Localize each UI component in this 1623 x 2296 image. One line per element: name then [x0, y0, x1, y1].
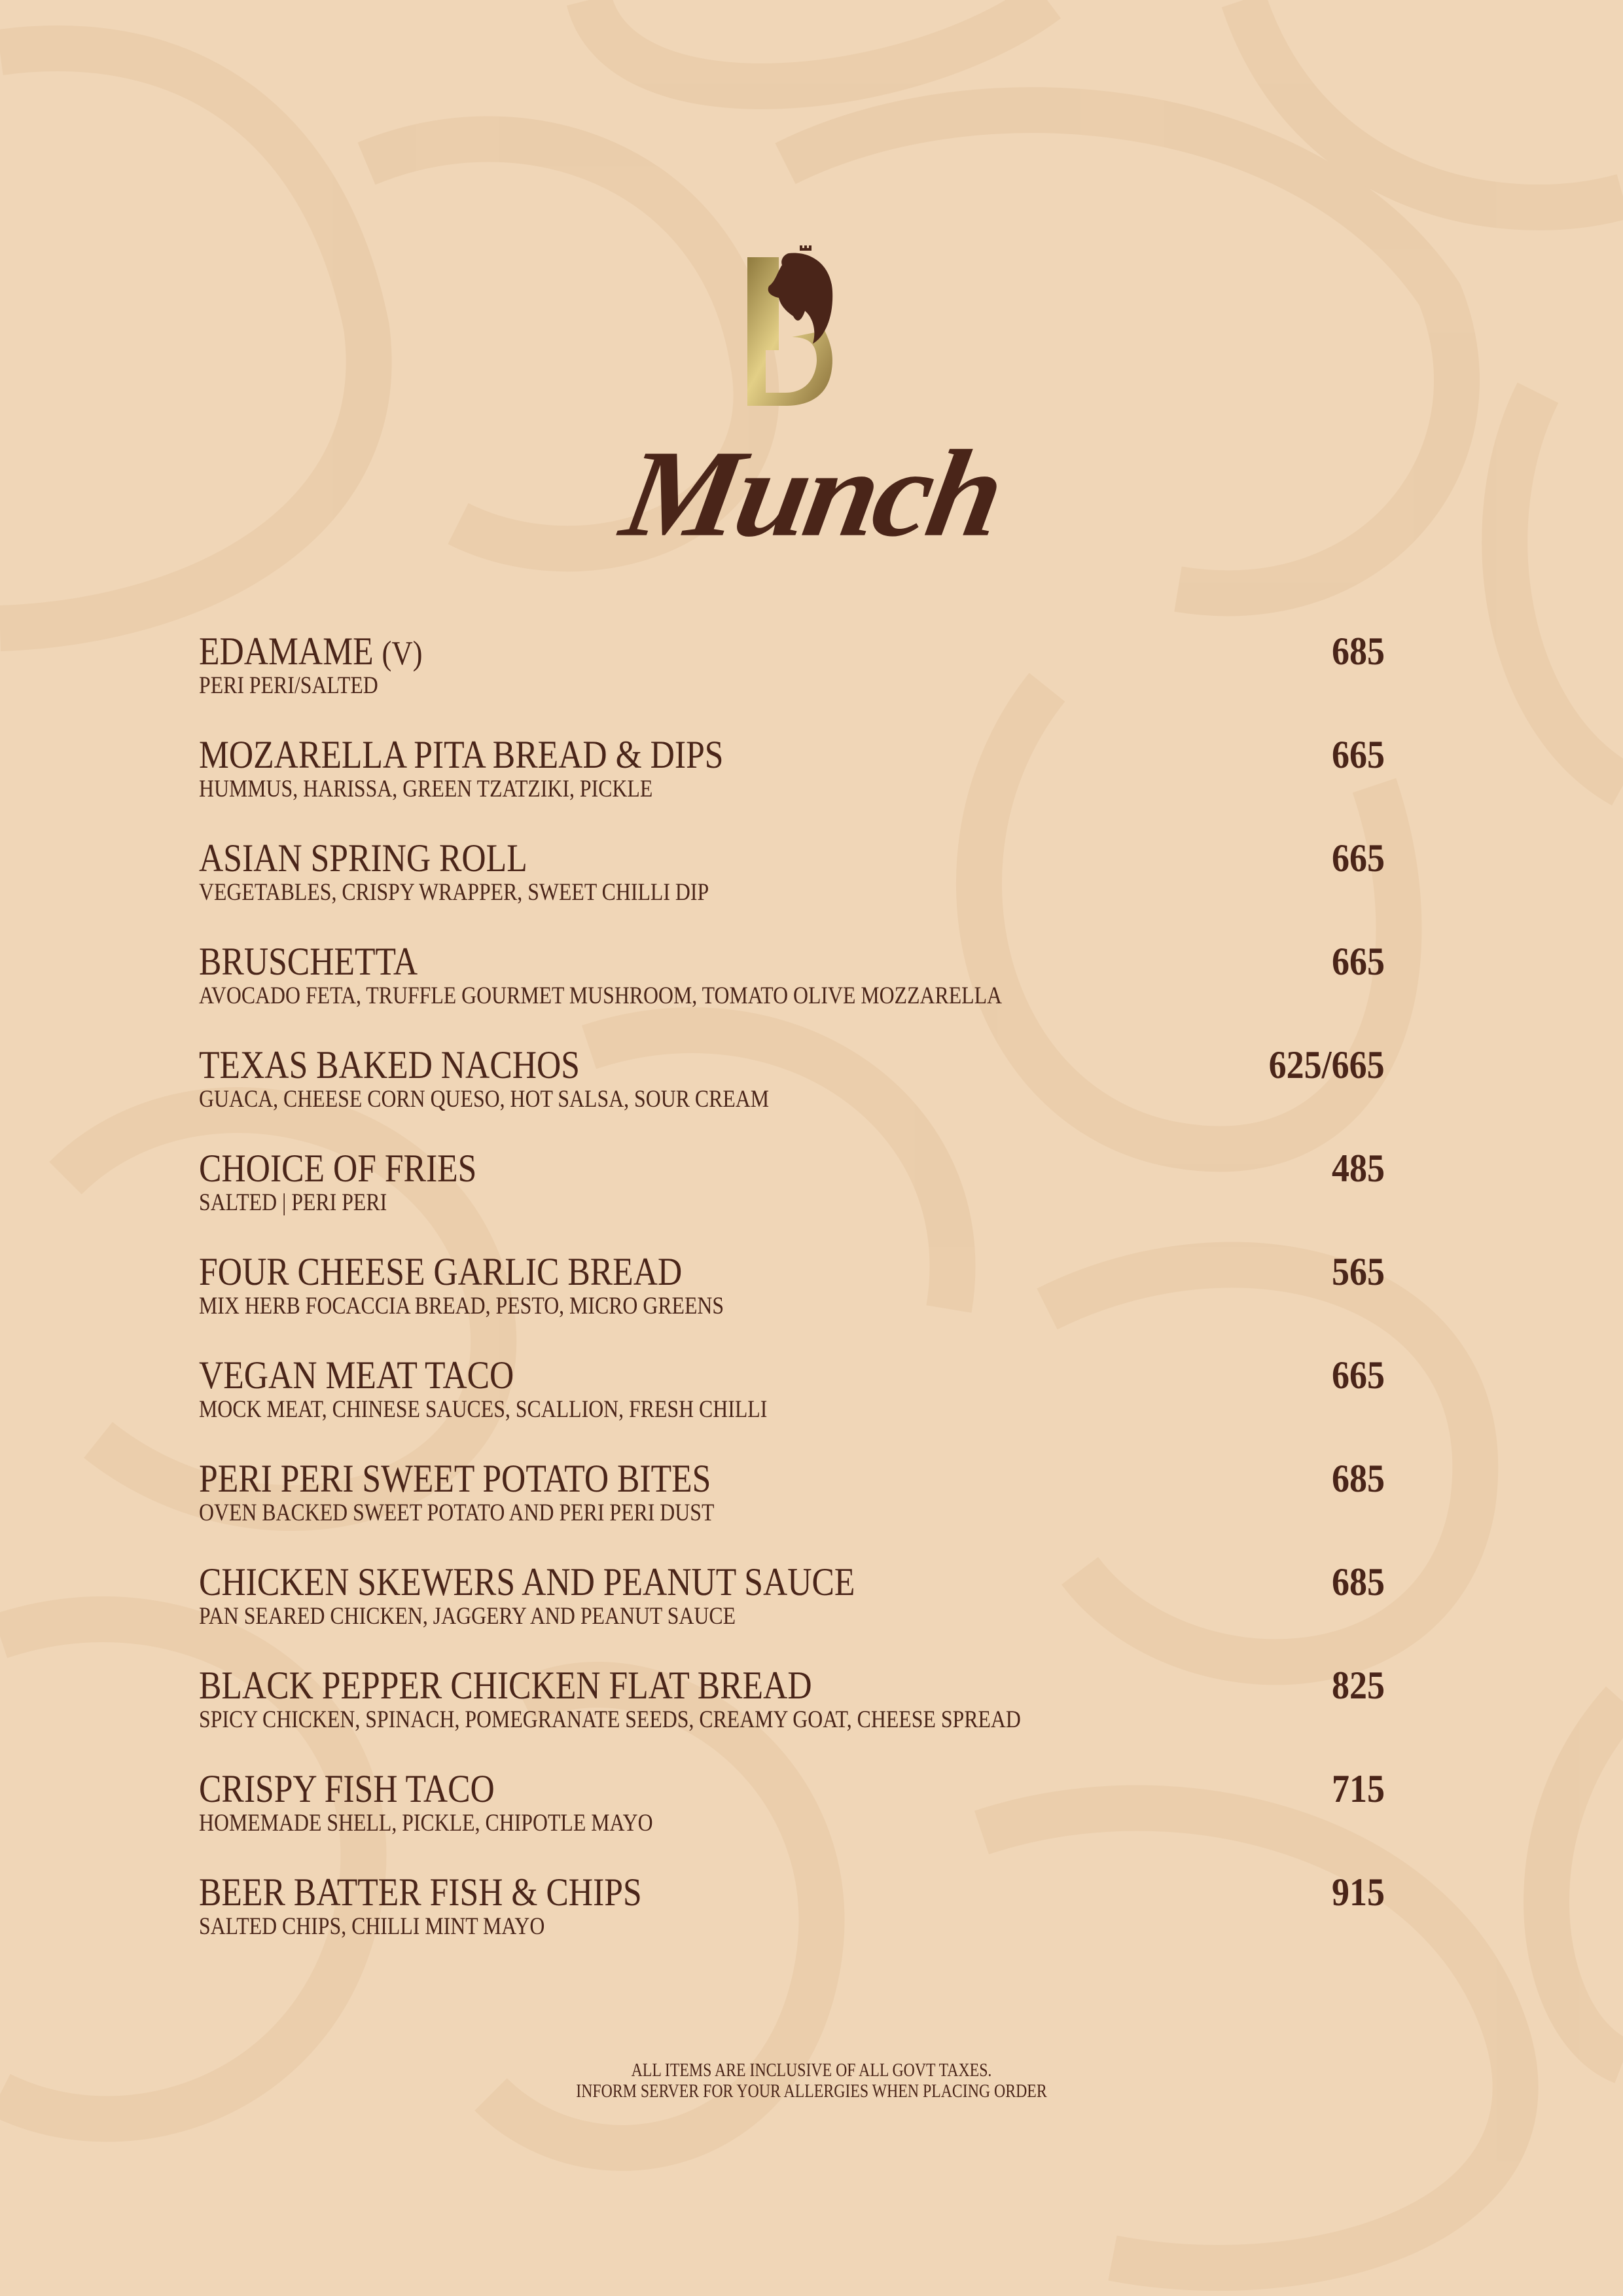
item-name: [199, 1042, 580, 1088]
item-description: HUMMUS, HARISSA, GREEN TZATZIKI, PICKLE: [199, 776, 653, 802]
footer-note: [0, 2060, 1623, 2102]
menu-item: [199, 732, 1385, 835]
menu-item: [199, 1766, 1385, 1869]
item-name-text: CHOICE OF FRIES: [199, 1147, 477, 1190]
lion-crown-icon: [800, 245, 812, 251]
item-price: 715: [1332, 1767, 1385, 1810]
item-description: HOMEMADE SHELL, PICKLE, CHIPOTLE MAYO: [199, 1810, 653, 1837]
item-name-text: CHICKEN SKEWERS AND PEANUT SAUCE: [199, 1560, 855, 1604]
item-description: SALTED | PERI PERI: [199, 1189, 387, 1216]
item-name-text: PERI PERI SWEET POTATO BITES: [199, 1457, 711, 1500]
item-description: GUACA, CHEESE CORN QUESO, HOT SALSA, SOUR CREAM: [199, 1086, 770, 1113]
menu-item: [199, 835, 1385, 939]
menu-item: [199, 1352, 1385, 1456]
item-name-text: FOUR CHEESE GARLIC BREAD: [199, 1250, 683, 1293]
item-name-text: BLACK PEPPER CHICKEN FLAT BREAD: [199, 1664, 812, 1707]
item-name: [199, 1456, 711, 1501]
item-name: [199, 1249, 682, 1295]
menu-item: [199, 628, 1385, 732]
item-name-text: MOZARELLA PITA BREAD & DIPS: [199, 733, 724, 776]
item-description: OVEN BACKED SWEET POTATO AND PERI PERI DUST: [199, 1499, 715, 1526]
item-name-text: BRUSCHETTA: [199, 940, 418, 983]
item-price: 685: [1332, 630, 1385, 673]
item-description: MIX HERB FOCACCIA BREAD, PESTO, MICRO GREENS: [199, 1293, 724, 1319]
item-price: 625/665: [1268, 1043, 1385, 1086]
item-price: 565: [1332, 1250, 1385, 1293]
item-price: 485: [1332, 1147, 1385, 1190]
item-name-text: VEGAN MEAT TACO: [199, 1354, 514, 1397]
item-price: 665: [1332, 836, 1385, 880]
brand-logo: [740, 245, 844, 409]
item-name-text: EDAMAME: [199, 630, 374, 673]
item-price: 685: [1332, 1560, 1385, 1604]
item-price: 665: [1332, 940, 1385, 983]
item-price: 825: [1332, 1664, 1385, 1707]
item-name: [199, 628, 423, 677]
item-description: PERI PERI/SALTED: [199, 672, 378, 699]
item-name: [199, 1662, 812, 1708]
item-description: VEGETABLES, CRISPY WRAPPER, SWEET CHILLI DIP: [199, 879, 709, 906]
menu-item: [199, 1662, 1385, 1766]
menu-item: [199, 1559, 1385, 1662]
item-description: SALTED CHIPS, CHILLI MINT MAYO: [199, 1913, 545, 1940]
item-name: [199, 1145, 476, 1191]
item-name: [199, 1869, 642, 1915]
item-name-text: BEER BATTER FISH & CHIPS: [199, 1871, 642, 1914]
item-name: [199, 1352, 514, 1398]
item-description: MOCK MEAT, CHINESE SAUCES, SCALLION, FRESH CHILLI: [199, 1396, 768, 1423]
item-price: 665: [1332, 733, 1385, 776]
item-price: 665: [1332, 1354, 1385, 1397]
menu-item: [199, 1456, 1385, 1559]
item-description: PAN SEARED CHICKEN, JAGGERY AND PEANUT SAUCE: [199, 1603, 736, 1630]
menu-item: [199, 1249, 1385, 1352]
footer-tax-note: ALL ITEMS ARE INCLUSIVE OF ALL GOVT TAXES.: [631, 2060, 992, 2081]
item-name-text: CRISPY FISH TACO: [199, 1767, 495, 1810]
item-name: [199, 732, 723, 778]
item-description: AVOCADO FETA, TRUFFLE GOURMET MUSHROOM, TOMATO OLIVE MOZZARELLA: [199, 982, 1003, 1009]
item-price: 685: [1332, 1457, 1385, 1500]
item-description: SPICY CHICKEN, SPINACH, POMEGRANATE SEEDS, CREAMY GOAT, CHEESE SPREAD: [199, 1706, 1021, 1733]
item-name: [199, 939, 418, 984]
menu-item: [199, 1869, 1385, 1973]
page-title: Munch: [613, 425, 1010, 563]
menu-item: [199, 939, 1385, 1042]
item-price: 915: [1332, 1871, 1385, 1914]
item-name: [199, 835, 527, 881]
menu-list: [199, 628, 1385, 1973]
item-name: [199, 1559, 855, 1605]
item-name: [199, 1766, 495, 1812]
item-tag: (V): [382, 635, 423, 672]
item-name-text: ASIAN SPRING ROLL: [199, 836, 527, 880]
menu-item: [199, 1042, 1385, 1145]
menu-item: [199, 1145, 1385, 1249]
footer-allergy-note: INFORM SERVER FOR YOUR ALLERGIES WHEN PLACING ORDER: [576, 2081, 1047, 2102]
item-name-text: TEXAS BAKED NACHOS: [199, 1043, 580, 1086]
